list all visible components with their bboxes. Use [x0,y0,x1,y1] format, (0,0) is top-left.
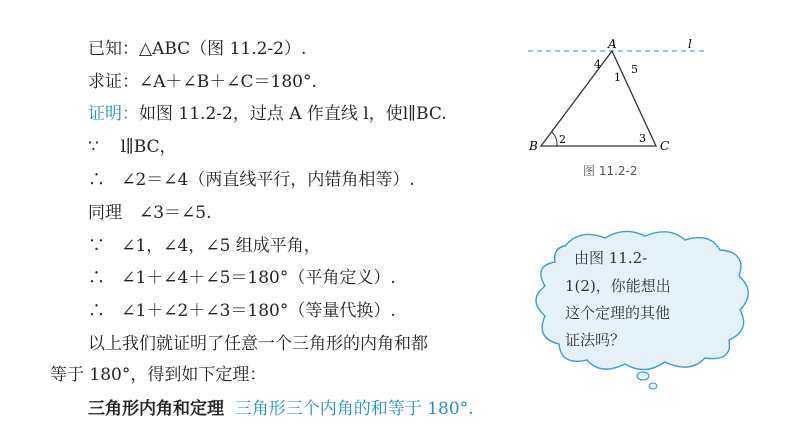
step-6-text: ∠1＋∠2＋∠3＝180°（等量代换）. [121,301,396,321]
proof-intro: 如图 11.2-2，过点 A 作直线 l，使l∥BC. [139,104,447,124]
proof-step-6 [88,300,396,322]
angle-4-label: 4 [594,58,601,71]
cloud-bubble-large [637,372,649,380]
angle-2-label: 2 [559,133,566,146]
therefore-symbol: ∴ [88,268,105,288]
step-1-text: l∥BC， [120,137,177,157]
figure-caption: 图 11.2-2 [583,164,638,178]
step-4-text: ∠1，∠4，∠5 组成平角， [121,236,321,256]
label-A: A [608,37,617,51]
therefore-symbol: ∴ [88,301,105,321]
therefore-symbol: ∴ [88,170,105,190]
prove-line: 求证：∠A＋∠B＋∠C＝180°. [88,72,317,92]
cloud-text-4: 证法吗？ [565,331,626,349]
cloud-bubble-small [649,383,657,389]
label-B: B [529,139,538,153]
proof-step-2 [88,169,415,191]
label-C: C [660,139,670,153]
proof-step-4 [88,235,321,257]
proof-step-3: 同理 ∠3＝∠5. [88,203,212,223]
conclusion-line-2: 等于 180°，得到如下定理： [50,365,267,385]
step-5-text: ∠1＋∠4＋∠5＝180°（平角定义）. [121,268,396,288]
proof-label: 证明： [88,104,139,124]
proof-step-5 [88,267,396,289]
cloud-text-3: 这个定理的其他 [565,304,671,322]
theorem-text: 三角形三个内角的和等于 180°. [234,399,474,419]
label-l: l [688,37,692,51]
cloud-text-1: 由图 11.2- [574,249,648,267]
proof-step-1 [88,136,177,158]
because-symbol: ∵ [88,137,99,157]
angle-5-label: 5 [631,63,638,76]
theorem-line [88,398,474,420]
angle-1-label: 1 [614,71,621,84]
step-2-text: ∠2＝∠4（两直线平行，内错角相等）. [121,170,415,190]
known-line: 已知：△ABC（图 11.2-2）. [88,39,307,59]
conclusion-line-1: 以上我们就证明了任意一个三角形的内角和都 [88,334,428,354]
theorem-name: 三角形内角和定理 [88,399,224,419]
angle-3-label: 3 [639,132,646,145]
cloud-text-2: 1(2)，你能想出 [565,277,671,295]
triangle-figure [528,36,708,156]
because-symbol: ∵ [88,236,105,256]
angle-2-arc [552,132,557,146]
proof-intro-line [88,103,447,125]
